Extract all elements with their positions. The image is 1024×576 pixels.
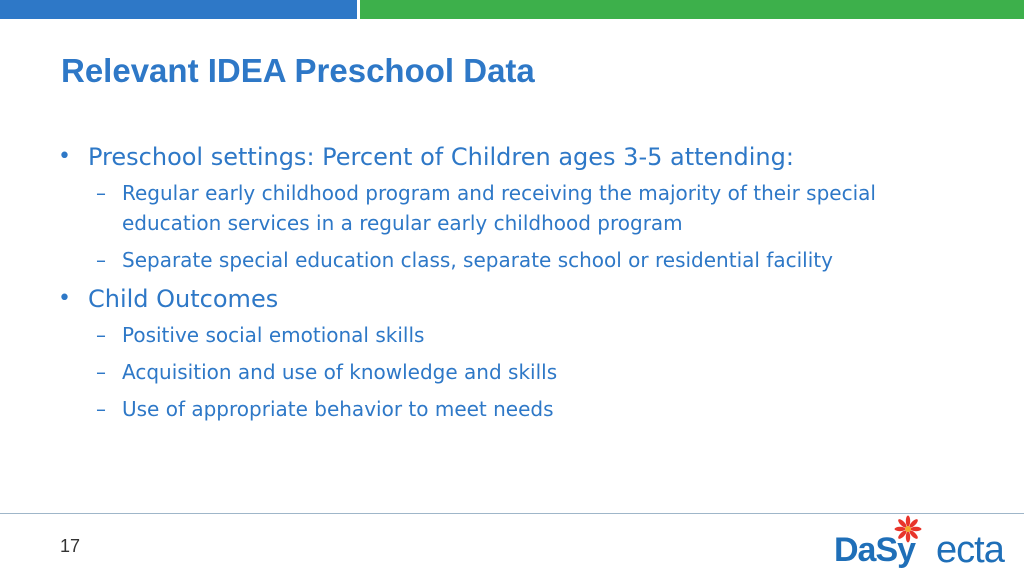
dash-marker: – — [96, 248, 106, 272]
footer-logos — [830, 515, 1020, 576]
sub-bullet-appropriate-behavior — [58, 394, 958, 424]
sub-bullet-regular-program — [58, 178, 958, 238]
top-bar-green-segment — [360, 0, 1024, 19]
bullet-marker: • — [58, 286, 71, 311]
top-accent-bar — [0, 0, 1024, 19]
sub-bullet-separate-class — [58, 245, 958, 275]
bullet-marker: • — [58, 144, 71, 169]
dash-marker: – — [96, 323, 106, 347]
bullet-item-preschool-settings — [58, 140, 958, 174]
top-bar-blue-segment — [0, 0, 357, 19]
sub-bullet-text: Regular early childhood program and receiving the majority of their special education services in a regular early childhood program — [122, 181, 876, 235]
dash-marker: – — [96, 397, 106, 421]
sub-bullet-text: Positive social emotional skills — [122, 323, 425, 347]
sub-bullet-text: Separate special education class, separate school or residential facility — [122, 248, 833, 272]
sub-bullet-text: Acquisition and use of knowledge and skills — [122, 360, 558, 384]
slide-title: Relevant IDEA Preschool Data — [61, 52, 535, 89]
bullet-item-child-outcomes — [58, 282, 958, 316]
bullet-text: Preschool settings: Percent of Children ages 3-5 attending: — [88, 143, 794, 171]
dash-marker: – — [96, 360, 106, 384]
dash-marker: – — [96, 181, 106, 205]
bullet-text: Child Outcomes — [88, 285, 279, 313]
bullet-list — [58, 140, 958, 431]
sub-bullet-text: Use of appropriate behavior to meet needs — [122, 397, 554, 421]
dasy-logo: DaSy — [834, 531, 916, 569]
page-number: 17 — [60, 536, 81, 556]
ecta-logo: ecta — [936, 529, 1004, 571]
sub-bullet-knowledge-skills — [58, 357, 958, 387]
sub-bullet-social-emotional — [58, 320, 958, 350]
footer-divider — [0, 513, 1024, 514]
